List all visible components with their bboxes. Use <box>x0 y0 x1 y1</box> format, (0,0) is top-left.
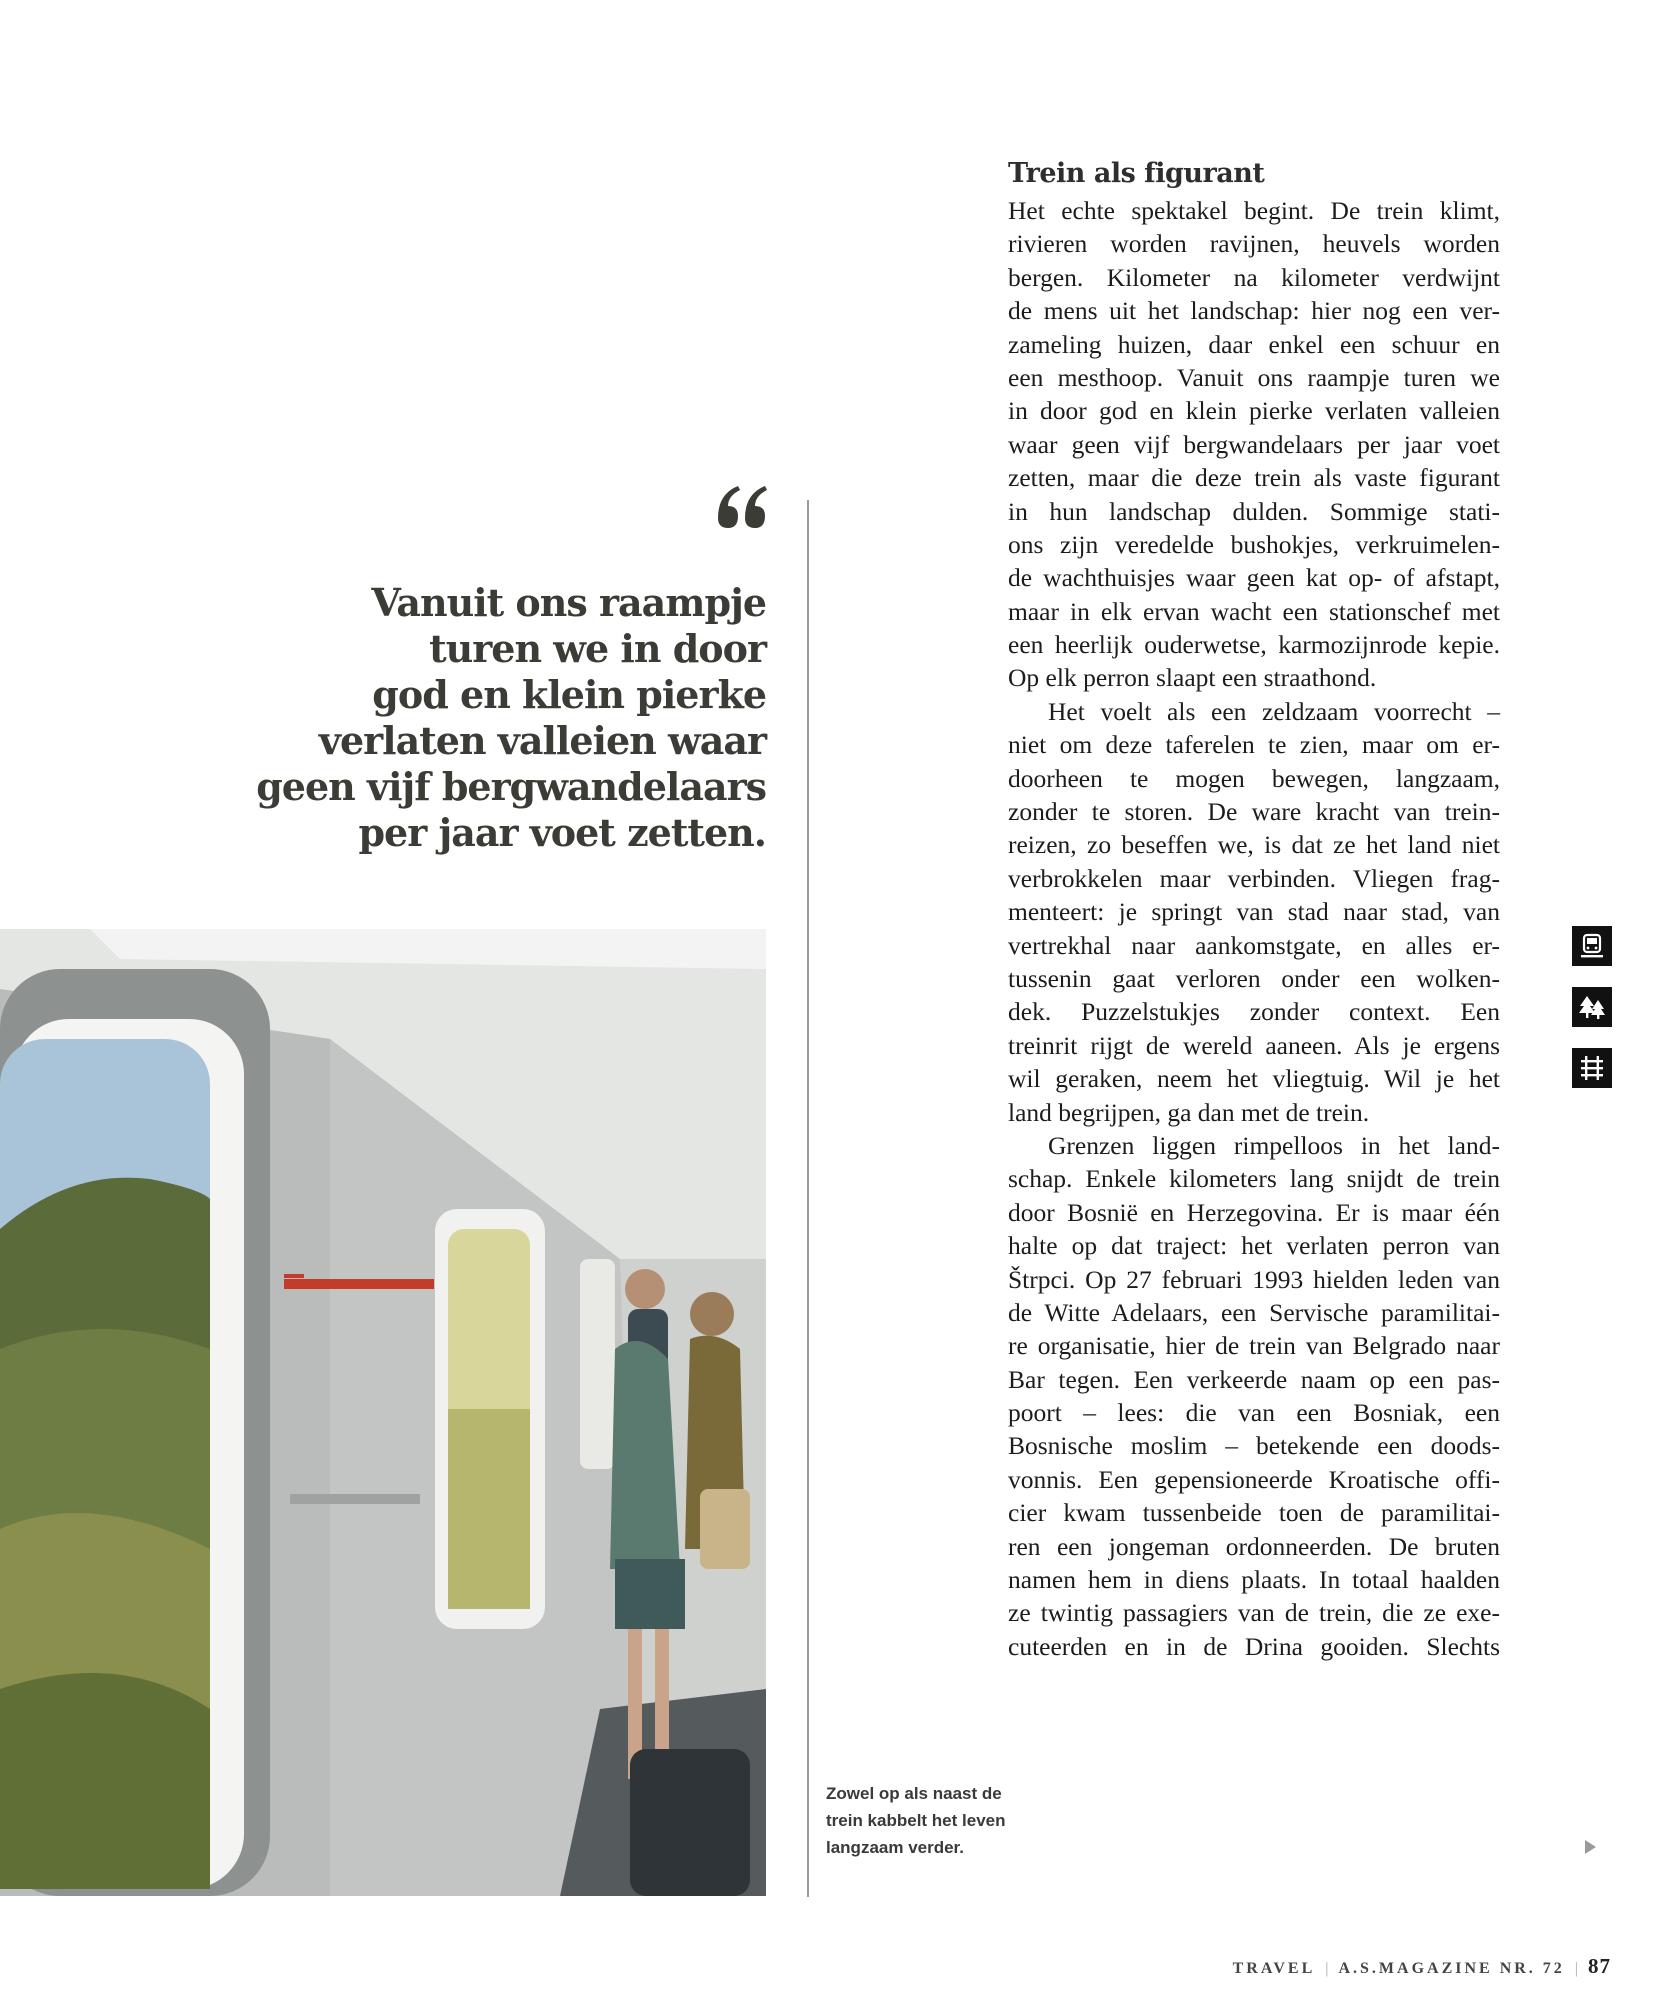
text-line: vertrekhal naar aankomstgate, en alles er- <box>1008 930 1500 960</box>
text-line: ze twintig passagiers van de trein, die ze exe- <box>1008 1598 1500 1628</box>
pull-quote-line: verlaten valleien waar <box>318 718 766 763</box>
pull-quote-line: per jaar voet zetten. <box>358 810 766 855</box>
text-line: halte op dat traject: het verlaten perron van <box>1008 1231 1500 1261</box>
pull-quote <box>206 580 766 856</box>
text-line: maar in elk ervan wacht een stationschef met <box>1008 596 1500 626</box>
caption-line: trein kabbelt het leven <box>826 1811 1006 1830</box>
text-line: Het echte spektakel begint. De trein klimt, <box>1008 196 1500 225</box>
footer-magazine: A.S.MAGAZINE NR. 72 <box>1338 1960 1565 1977</box>
article-body <box>1008 194 1500 1663</box>
footer-section: TRAVEL <box>1232 1960 1316 1977</box>
text-line: rivieren worden ravijnen, heuvels worden <box>1008 229 1500 259</box>
text-line: zetten, maar die deze trein als vaste figurant <box>1008 463 1500 493</box>
text-line: zonder te storen. De ware kracht van trein- <box>1008 797 1500 827</box>
train-icon <box>1572 926 1612 966</box>
text-line: de Witte Adelaars, een Servische paramilitai- <box>1008 1297 1500 1327</box>
text-line: niet om deze taferelen te zien, maar om er- <box>1008 730 1500 760</box>
text-line: namen hem in diens plaats. In totaal haalden <box>1008 1565 1500 1595</box>
pull-quote-line: god en klein pierke <box>372 672 766 717</box>
pull-quote-line: geen vijf bergwandelaars <box>256 764 766 809</box>
text-line: bergen. Kilometer na kilometer verdwijnt <box>1008 262 1500 292</box>
text-line: een heerlijk ouderwetse, karmozijnrode kepie. <box>1008 630 1500 660</box>
text-line: een mesthoop. Vanuit ons raampje turen we <box>1008 362 1500 392</box>
text-line: cier kwam tussenbeide toen de paramilitai- <box>1008 1498 1500 1528</box>
text-line: ons zijn veredelde bushokjes, verkruimelen- <box>1008 529 1500 559</box>
next-page-arrow-icon[interactable] <box>1585 1840 1596 1854</box>
text-line: zameling huizen, daar enkel een schuur en <box>1008 329 1500 359</box>
text-line: cuteerden en in de Drina gooiden. Slechts <box>1008 1631 1500 1661</box>
column-divider <box>807 500 809 1897</box>
text-line: vonnis. Een gepensioneerde Kroatische offi- <box>1008 1464 1500 1494</box>
text-line: doorheen te mogen bewegen, langzaam, <box>1008 763 1500 793</box>
text-line: re organisatie, hier de trein van Belgrado naar <box>1008 1331 1500 1361</box>
pull-quote-line: turen we in door <box>429 626 766 671</box>
text-line: treinrit rijgt de wereld aaneen. Als je ergens <box>1008 1030 1500 1060</box>
text-line: de mens uit het landschap: hier nog een ver- <box>1008 296 1500 326</box>
caption-line: langzaam verder. <box>826 1838 964 1857</box>
text-line: Grenzen liggen rimpelloos in het land- <box>1048 1130 1500 1160</box>
pull-quote-line: Vanuit ons raampje <box>371 580 766 625</box>
train-interior-photo <box>0 929 766 1896</box>
text-line: de wachthuisjes waar geen kat op- of afstapt, <box>1008 563 1500 593</box>
text-line: ren een jongeman ordonneerden. De bruten <box>1008 1531 1500 1561</box>
section-heading: Trein als figurant <box>1008 158 1265 189</box>
text-line: Op elk perron slaapt een straathond. <box>1008 663 1377 693</box>
text-line: in door god en klein pierke verlaten valleien <box>1008 396 1500 426</box>
text-line: schap. Enkele kilometers lang snijdt de trein <box>1008 1164 1500 1194</box>
text-line: in hun landschap dulden. Sommige stati- <box>1008 496 1500 526</box>
text-line: land begrijpen, ga dan met de trein. <box>1008 1097 1370 1127</box>
quote-mark-icon <box>716 482 768 538</box>
railway-track-icon <box>1572 1048 1612 1088</box>
text-line: verbrokkelen maar verbinden. Vliegen frag- <box>1008 863 1500 893</box>
caption-line: Zowel op als naast de <box>826 1784 1002 1803</box>
text-line: Het voelt als een zeldzaam voorrecht – <box>1048 696 1500 726</box>
text-line: Štrpci. Op 27 februari 1993 hielden leden van <box>1008 1264 1500 1294</box>
side-icon-bar <box>1572 926 1612 1109</box>
text-line: tussenin gaat verloren onder een wolken- <box>1008 963 1500 993</box>
text-line: Bar tegen. Een verkeerde naam op een pas- <box>1008 1364 1500 1394</box>
page-number: 87 <box>1588 1954 1611 1978</box>
text-line: poort – lees: die van een Bosniak, een <box>1008 1398 1500 1428</box>
text-line: waar geen vijf bergwandelaars per jaar voet <box>1008 429 1500 459</box>
text-line: reizen, zo beseffen we, is dat ze het land niet <box>1008 830 1500 860</box>
text-line: Bosnische moslim – betekende een doods- <box>1008 1431 1500 1461</box>
text-line: wil geraken, neem het vliegtuig. Wil je het <box>1008 1064 1500 1094</box>
text-line: menteert: je springt van stad naar stad, van <box>1008 897 1500 927</box>
page-footer: TRAVEL | A.S.MAGAZINE NR. 72 | 87 <box>1232 1954 1611 1978</box>
text-line: dek. Puzzelstukjes zonder context. Een <box>1008 997 1500 1027</box>
photo-caption <box>826 1780 1046 1861</box>
forest-icon <box>1572 987 1612 1027</box>
text-line: door Bosnië en Herzegovina. Er is maar één <box>1008 1197 1500 1227</box>
